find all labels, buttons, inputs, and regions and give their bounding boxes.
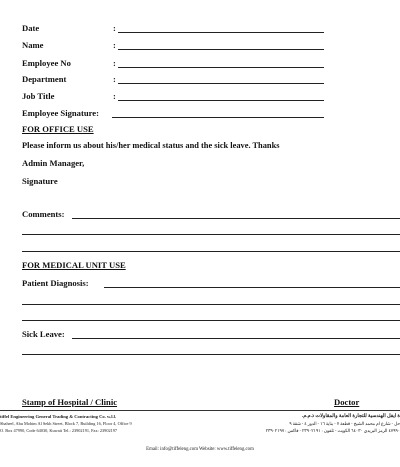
field-line-name[interactable] bbox=[118, 49, 324, 50]
footer-address-en: Shaheel, Abu Mohim Al Sekh Street, Block 7, Building 16, Floor 4, Office 9 bbox=[0, 421, 132, 426]
field-colon-employee-no: : bbox=[113, 58, 116, 68]
field-label-job-title: Job Title bbox=[22, 91, 55, 101]
field-colon-date: : bbox=[113, 23, 116, 33]
admin-manager-label: Admin Manager, bbox=[22, 158, 85, 168]
comments-line-1[interactable] bbox=[72, 218, 400, 219]
field-label-date: Date bbox=[22, 23, 40, 33]
field-label-department: Department bbox=[22, 74, 67, 84]
field-label-employee-signature: Employee Signature: bbox=[22, 108, 99, 118]
stamp-label: Stamp of Hospital / Clinic bbox=[22, 397, 118, 407]
patient-diagnosis-label: Patient Diagnosis: bbox=[22, 278, 89, 288]
footer-pobox-ar: ٤٧٩٩٠ الرمز البريدي ٦٤٠٣٠ الكويت - تلفون : ٢٣٩٠٢١٩١ - فاكس : ٢٣٩٠٢١٩٧ bbox=[265, 428, 400, 433]
sick-leave-line-2[interactable] bbox=[22, 354, 400, 355]
field-line-department[interactable] bbox=[118, 83, 324, 84]
footer-company-ar: ة ايفل الهندسية للتجارة العامة والمقاولات ذ.م.م. bbox=[301, 414, 400, 419]
diagnosis-line-2[interactable] bbox=[22, 304, 400, 305]
diagnosis-line-1[interactable] bbox=[104, 287, 400, 288]
footer-pobox-en: O. Box 47990, Code 64030, Kuwait Tel.: 23902191, Fax: 23902197 bbox=[0, 428, 118, 433]
comments-label: Comments: bbox=[22, 209, 65, 219]
sick-leave-line-1[interactable] bbox=[72, 338, 400, 339]
comments-line-3[interactable] bbox=[22, 251, 400, 252]
comments-line-2[interactable] bbox=[22, 234, 400, 235]
field-label-name: Name bbox=[22, 40, 44, 50]
field-colon-name: : bbox=[113, 40, 116, 50]
signature-label: Signature bbox=[22, 176, 58, 186]
footer-company-en: tiffel Engineering General Trading & Contracting Co. w.l.l. bbox=[0, 414, 117, 419]
field-line-employee-no[interactable] bbox=[118, 67, 324, 68]
field-line-job-title[interactable] bbox=[118, 100, 324, 101]
doctor-label: Doctor bbox=[334, 397, 360, 407]
field-label-employee-no: Employee No bbox=[22, 58, 71, 68]
field-line-date[interactable] bbox=[118, 32, 324, 33]
field-colon-department: : bbox=[113, 74, 116, 84]
diagnosis-line-3[interactable] bbox=[22, 320, 400, 321]
footer-contact[interactable]: Email: info@tiffeleng.com Website: www.tiffeleng.com bbox=[146, 447, 254, 452]
field-colon-job-title: : bbox=[113, 91, 116, 101]
field-line-employee-signature[interactable] bbox=[112, 117, 324, 118]
footer-rule bbox=[0, 410, 400, 411]
sick-leave-label: Sick Leave: bbox=[22, 329, 65, 339]
medical-use-heading: FOR MEDICAL UNIT USE bbox=[22, 260, 126, 270]
footer-address-ar: حل - شارع ام محمد الشيخ - قطعة ٧ - بناية ١٦ - الدور ٤ - شقة ٩ bbox=[289, 421, 400, 426]
office-message: Please inform us about his/her medical status and the sick leave. Thanks bbox=[22, 141, 280, 150]
office-use-heading: FOR OFFICE USE bbox=[22, 124, 94, 134]
